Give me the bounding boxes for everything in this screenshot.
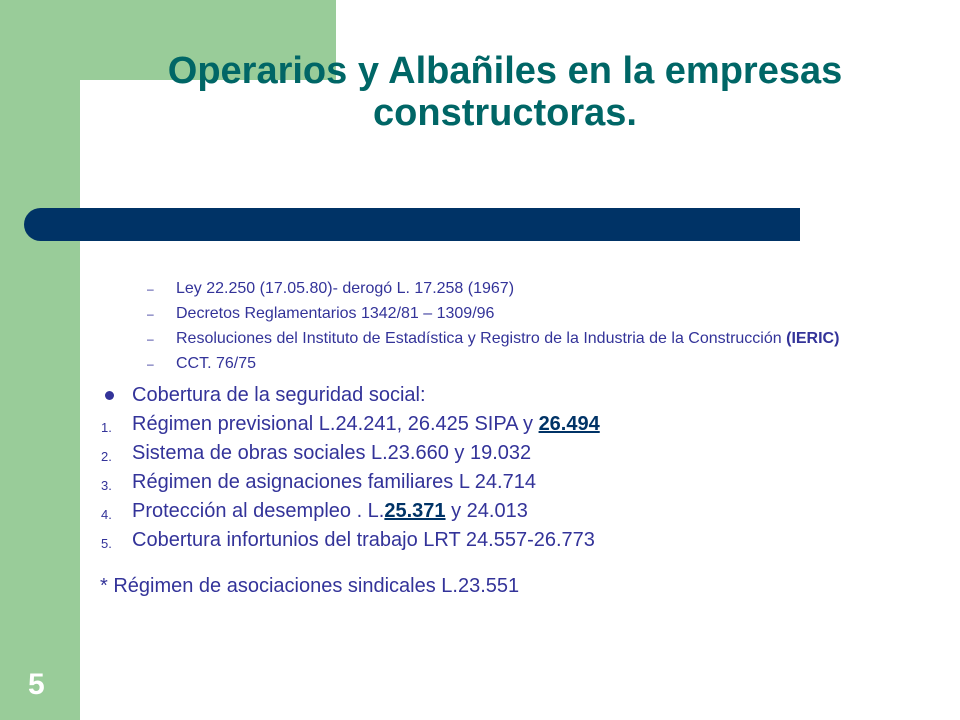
dash-marker: – [147, 307, 154, 321]
sub-item-bold-text: (IERIC) [786, 330, 840, 347]
bullet-dot-icon [105, 391, 114, 400]
sub-item [95, 305, 890, 323]
item-text: Régimen previsional L.24.241, 26.425 SIPA y [132, 413, 539, 435]
item-text: Régimen de asignaciones familiares L 24.714 [132, 471, 536, 493]
left-green-stripe [0, 0, 80, 720]
item-text-after: y 24.013 [445, 500, 528, 522]
sub-item [95, 355, 890, 373]
dash-marker: – [147, 357, 154, 371]
sub-item [95, 330, 890, 348]
sub-item-text: Resoluciones del Instituto de Estadística y Registro de la Industria de la Construcción [176, 330, 787, 347]
numbered-item [95, 499, 890, 523]
slide-number: 5 [28, 668, 45, 701]
item-text: Protección al desempleo . L. [132, 500, 385, 522]
numbered-item [95, 528, 890, 552]
item-number: 2. [101, 449, 112, 464]
item-number: 5. [101, 536, 112, 551]
item-number: 4. [101, 507, 112, 522]
sub-item-text: Ley 22.250 (17.05.80)- derogó L. 17.258 (1967) [176, 280, 515, 297]
slide-body [95, 280, 890, 598]
law-link[interactable]: 26.494 [538, 413, 600, 435]
dash-marker: – [147, 282, 154, 296]
item-number: 1. [101, 420, 112, 435]
title-divider-bar [24, 208, 800, 241]
bullet-text: Cobertura de la seguridad social: [132, 384, 426, 406]
law-link[interactable]: 25.371 [384, 500, 446, 522]
item-text: Cobertura infortunios del trabajo LRT 24.557-26.773 [132, 529, 595, 551]
item-text: Sistema de obras sociales L.23.660 y 19.032 [132, 442, 532, 464]
dash-marker: – [147, 332, 154, 346]
numbered-item [95, 470, 890, 494]
numbered-item [95, 412, 890, 436]
sub-item-text: Decretos Reglamentarios 1342/81 – 1309/96 [176, 305, 495, 322]
slide-title: Operarios y Albañiles en la empresas constructoras. [167, 50, 843, 134]
footnote: * Régimen de asociaciones sindicales L.23.551 [100, 575, 520, 597]
sub-item [95, 280, 890, 298]
sub-item-text: CCT. 76/75 [176, 355, 257, 372]
bullet-item [95, 383, 890, 407]
numbered-item [95, 441, 890, 465]
item-number: 3. [101, 478, 112, 493]
